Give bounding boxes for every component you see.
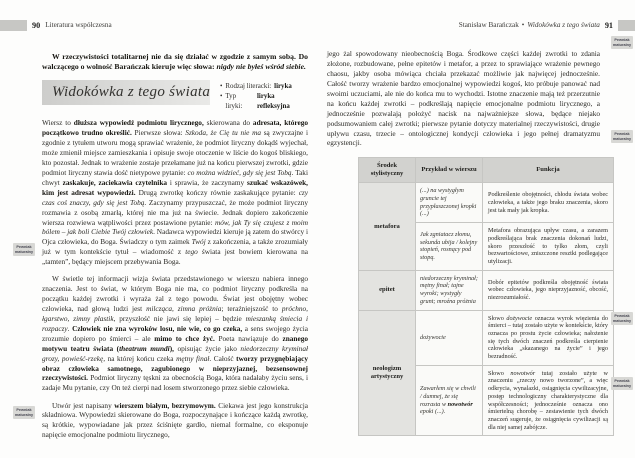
page-edge-tab <box>618 20 635 31</box>
meta-value: liryka refleksyjna <box>256 92 290 110</box>
device-cell: epitet <box>359 270 416 310</box>
device-cell: metafora <box>359 183 416 270</box>
page-number: 90 <box>32 20 41 30</box>
genre-meta <box>220 80 308 111</box>
page-edge-tab <box>0 20 27 31</box>
page-number: 91 <box>604 20 613 30</box>
body-paragraph: W świetle tej informacji wizja świata przedstawionego w wierszu nabiera innego znaczenia. Jest to świat, w którym Boga nie ma, co podmiot liryczny podkreśla na początku każdej zwrotki i wyraża żal z tego powodu. Świat jest obojętny wobec człowieka, nad głową ludzi jest milcząca, zimna próżnia; teraźniejszość to próchno, łgarstwo, zimny plastik, przyszłość nie jawi się lepiej – będzie mieszanką śmiecia i rozpaczy. Człowiek nie zna wyroków losu, nie wie, co go czeka, a sens swojego życia zrozumie dopiero po śmierci – ale mimo to chce żyć. Poeta nawiązuje do znanego motywu teatru świata (theatrum mundi), opisując życie jako niedorzeczny kryminał grozy, powieść-rzekę, na której końcu czeka mętny finał. Całość tworzy przygnębiający obraz człowieka samotnego, zagubionego w nieprzyjaznej, bezsensownej rzeczywistości. Podmiot liryczny tęskni za obecnością Boga, która nadałaby życiu sens, i zadaje Mu pytanie, czy On też cierpi nad losem stworzonego przez siebie człowieka. <box>42 274 309 393</box>
margin-note <box>611 312 633 325</box>
bullet-separator-icon: • <box>521 21 525 29</box>
margin-note <box>611 36 633 49</box>
table-header-example: Przykład w wierszu <box>416 158 483 183</box>
example-cell: (...) na wystygłym gruncie tej przypłaszczonej kropki (...) <box>416 183 483 223</box>
meta-label: Typ liryki: <box>225 92 243 110</box>
margin-note-line: maturalny <box>14 249 34 254</box>
margin-note-line: Pewniak <box>614 378 630 383</box>
margin-note-line: maturalny <box>612 318 632 323</box>
work-title: Widokówka z tego świata <box>52 84 211 101</box>
left-page-column <box>42 44 308 447</box>
table-row <box>359 310 614 365</box>
bullet-icon: • <box>220 83 223 91</box>
margin-note-line: Pewniak <box>16 244 32 249</box>
margin-note-line: maturalny <box>612 136 632 141</box>
example-cell: Jak zgniatacz złomu, sekunda ubija / kolejny stopień, rosnący pod stopą. <box>416 223 483 271</box>
margin-note <box>13 406 35 419</box>
margin-note-line: maturalny <box>612 42 632 47</box>
meta-item-genre <box>220 82 308 92</box>
meta-value: liryka <box>274 83 292 91</box>
table-row <box>359 270 614 310</box>
body-paragraph: Utwór jest napisany wierszem białym, bezrymowym. Ciekawa jest jego konstrukcja składniowa. Wypowiedzi skierowane do Boga, rozpoczynające i kończące każdą zwrotkę, są krótkie, wypowiadane jak przez ściśnięte gardło, niemal formalne, co eksponuje napięcie emocjonalne podmiotu lirycznego, <box>42 400 308 440</box>
table-header-row <box>359 158 614 183</box>
stylistic-devices-table-wrap <box>358 157 613 436</box>
body-paragraph: jego żal spowodowany nieobecnością Boga. Środkowe części każdej zwrotki to zdania złożone, rozbudowane, pełne epitetów i metafor, a przez to sprawiające wrażenie pewnego chaosu, jakby osoba mówiąca chciała przekazać możliwie jak najwięcej jednocześnie. Całość tworzy wrażenie bardzo emocjonalnej wypowiedzi kogoś, kto próbuje panować nad swoimi uczuciami, ale nie do końca mu to wychodzi. Istotne znaczenie mają też przerzutnie na końcu każdej zwrotki – podkreślają napięcie emocjonalne podmiotu lirycznego, a jednocześnie pozwalają położyć nacisk na najważniejsze słowa, będące niejako podsumowaniem całej zwrotki; pierwsze pytanie dotyczy materialnej rzeczywistości, drugie upływu czasu, trzecie – ontologicznej kondycji człowieka i jego pełnej dramatyzmu egzystencji. <box>327 49 600 148</box>
work-title-box <box>42 80 210 105</box>
function-cell: Dobór epitetów podkreśla obojętność świata wobec człowieka, jego nieprzyjazność, obcość, niezrozumiałość. <box>483 270 614 310</box>
intro-paragraph: W rzeczywistości totalitarnej nie da się działać w zgodzie z samym sobą. Do walczącego o wolność Barańczak kieruje więc słowa: nigdy nie byłeś wśród siebie. <box>42 51 308 72</box>
margin-note-line: maturalny <box>14 412 34 417</box>
example-cell: niedorzeczny kryminał; mętny finał; tajne wyroki; wystygły grunt; mroźna próżnia <box>416 270 483 310</box>
margin-note-line: maturalny <box>612 383 632 388</box>
bullet-icon: • <box>220 92 223 100</box>
meta-label: Rodzaj literacki: <box>225 83 272 91</box>
function-cell: Słowo nowotwór tutaj zostało użyte w znaczeniu „rzeczy nowo tworzone”, a więc odkrycia, wynalazki, osiągnięcia cywilizacyjne, postęp technologiczny charakterystyczne dla współczesności; jednocześnie oznacza ono śmiertelną chorobę – zestawienie tych dwóch znaczeń sugeruje, że osiągnięcia cywilizacji są dla niej samej zabójcze. <box>483 365 614 436</box>
right-page-column <box>327 42 613 436</box>
table-header-function: Funkcja <box>483 158 614 183</box>
margin-note <box>611 377 633 390</box>
example-cell: dożywocie <box>416 310 483 365</box>
margin-note-line: Pewniak <box>614 313 630 318</box>
margin-note-line: Pewniak <box>614 131 630 136</box>
margin-note-line: Pewniak <box>16 407 32 412</box>
running-head-left <box>0 19 112 31</box>
function-cell: Słowo dożywocie oznacza wyrok więzienia do śmierci – tutaj zostało użyte w kontekście, który oznacza po prostu życie człowieka; nałożenie się tych dwóch znaczeń podkreśla cierpienie człowieka „skazanego na życie” i jego bezradność. <box>483 310 614 365</box>
function-cell: Metafora obrazująca upływ czasu, a zarazem podkreślająca brak znaczenia dokonań ludzi, skoro przeszłość to tylko złom, czyli bezwartościowe, zniszczone resztki podlegające utylizacji. <box>483 223 614 271</box>
table-header-device: Środek stylistyczny <box>359 158 416 183</box>
author-name: Stanisław Barańczak <box>458 21 519 29</box>
work-title-row <box>42 80 308 111</box>
table-row <box>359 183 614 223</box>
meta-item-lyric-type <box>220 92 308 111</box>
margin-note <box>611 130 633 143</box>
margin-note-line: Pewniak <box>614 37 630 42</box>
section-title: Literatura współczesna <box>45 21 112 29</box>
example-cell: Zawarłem się w chwili / dumnej, że się rozrasta w nowotwór epoki (...). <box>416 365 483 436</box>
margin-note <box>13 243 35 256</box>
stylistic-devices-table <box>358 157 614 436</box>
running-head-right <box>459 19 635 31</box>
work-title-running: Widokówka z tego świata <box>527 21 600 29</box>
body-paragraph: Wiersz to dłuższa wypowiedź podmiotu lirycznego, skierowana do adresata, którego początkowo trudno określić. Pierwsze słowa: Szkoda, że Cię tu nie ma są zwyczajne i zgodnie z tytułem utworu mogą sprawiać wrażenie, że podmiot liryczny dokądś wyjechał, może zmienił miejsce zamieszkania i opisuje swoje otoczenie w liście do kogoś bliskiego, kto pozostał. Jednak to wrażenie zostaje przełamane już na końcu pierwszej zwrotki, gdzie podmiot liryczny stawia dość nietypowe pytanie: co można widzieć, gdy się jest Tobą. Taki chwyt zaskakuje, zaciekawia czytelnika i sprawia, że zaczynamy szukać wskazówek, kim jest adresat wypowiedzi. Drugą zwrotkę kończy równie zaskakujące pytanie: czy czas coś znaczy, gdy się jest Tobą. Zaczynamy przypuszczać, że może podmiot liryczny rozmawia z osobą zmarłą, której nie ma już na świecie. Jednak dopiero zakończenie wiersza rozwiewa wątpliwości przez postawione pytanie: mów, jak Ty się czujesz z moim bólem – jak boli Ciebie Twój człowiek. Nadawca wypowiedzi kieruje ją zatem do stwórcy i Ojca człowieka, do Boga. Świadczy o tym zaimek Twój z zakończenia, a także zrozumiały już w tym kontekście tytuł – wiadomość z tego świata jest bowiem kierowana na „tamten”, będący miejscem przebywania Boga. <box>42 118 309 267</box>
function-cell: Podkreślenie obojętności, chłodu świata wobec człowieka, a także jego braku znaczenia, skoro jest tak mały jak kropka. <box>483 183 614 223</box>
device-cell: neologizm artystyczny <box>359 310 416 436</box>
